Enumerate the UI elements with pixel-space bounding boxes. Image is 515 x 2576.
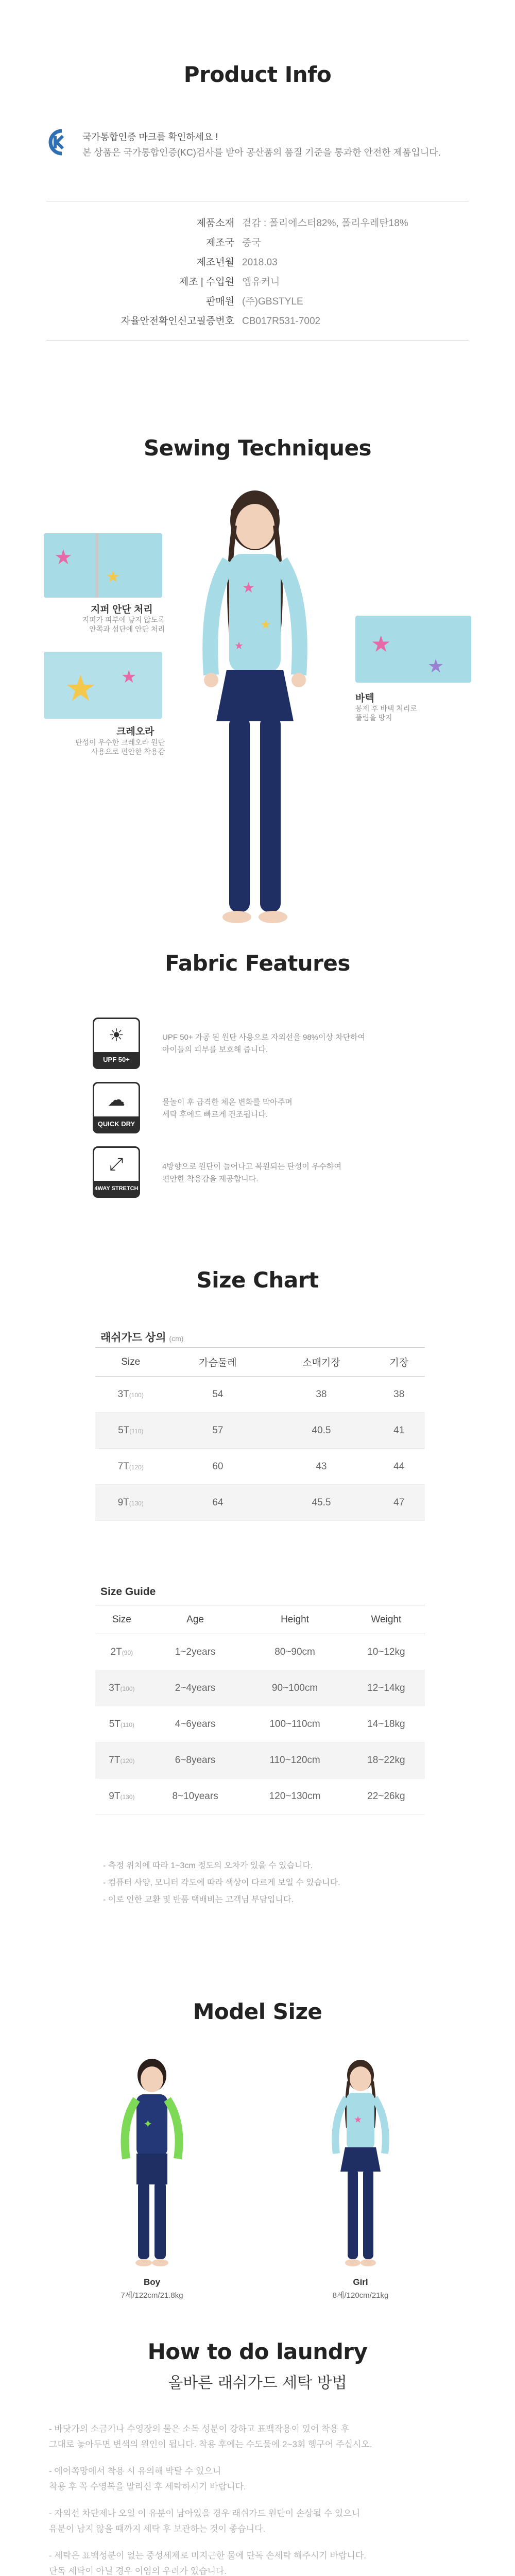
laundry-subtitle: 올바른 래쉬가드 세탁 방법 [168,2374,347,2392]
kc-line-1: 국가통합인증 마크를 확인하세요 ! [82,132,218,142]
table-row: 5T(110) 57 40.5 41 [95,1413,425,1449]
divider [46,340,469,341]
sewing-item-desc: 지퍼가 피부에 닿지 않도록 안쪽과 섬단에 안단 처리 [82,616,165,633]
sewing-item-name: 바텍 [355,693,374,704]
svg-text:★: ★ [354,2114,363,2125]
col-header: Age [148,1605,243,1634]
girl-model-spec: 8세/120cm/21kg [332,2291,389,2300]
col-header: 기장 [373,1348,425,1377]
laundry-item: - 에어쪽망에서 착용 시 유의해 박탈 수 있으니 착용 후 꼭 수영복을 말리신 후 세탁하시기 바랍니다. [49,2466,246,2492]
info-row: 제조국 중국 [205,238,261,248]
zipper-detail-image [44,533,162,598]
table-row: 9T(130) 64 45.5 47 [95,1485,425,1521]
col-header: Size [95,1348,166,1377]
girl-model-image [170,479,340,958]
table-row: 3T(100) 54 38 38 [95,1377,425,1413]
table-row: 5T(110) 4~6years 100~110cm 14~18kg [95,1706,425,1742]
info-row: 제조년월 2018.03 [196,257,278,268]
svg-text:★: ★ [260,618,271,632]
sewing-item-name: 지퍼 안단 처리 [91,604,153,615]
laundry-title: How to do laundry [147,2339,368,2364]
uv-icon: ☀ UPF 50+ [93,1018,140,1069]
info-row: 제품소재 겉감 : 폴리에스터82%, 폴리우레탄18% [196,218,408,229]
col-header: Height [242,1605,347,1634]
model-size-title: Model Size [193,1999,322,2024]
fabric-features-title: Fabric Features [165,951,350,976]
table-row: 7T(120) 6~8years 110~120cm 18~22kg [95,1742,425,1778]
rash-size-table [95,1347,425,1521]
col-header: Size [95,1605,148,1634]
table-row: 9T(130) 8~10years 120~130cm 22~26kg [95,1778,425,1815]
svg-text:✦: ✦ [143,2117,153,2130]
fabric-desc: 물놀이 후 급격한 체온 변화를 막아주며 세탁 후에도 빠르게 건조됩니다. [162,1098,293,1119]
svg-text:★: ★ [54,546,73,569]
col-header: 가슴둘레 [166,1348,269,1377]
svg-text:★: ★ [371,632,391,657]
boy-model-image [108,2056,196,2272]
svg-text:★: ★ [106,567,121,586]
rash-table-caption: 래쉬가드 상의 (cm) [100,1332,184,1344]
laundry-item: - 자외선 차단제나 오일 이 유분이 남아있을 경우 래쉬가드 원단이 손상될 수 있으니 유분이 남지 않을 때까지 세탁 후 보관하는 것이 좋습니다. [49,2509,360,2534]
quick-dry-icon: ☁ QUICK DRY [93,1082,140,1133]
size-guide-table [95,1605,425,1815]
table-row: 7T(120) 60 43 44 [95,1449,425,1485]
bartack-detail-image [355,616,471,683]
product-info-title: Product Info [183,62,332,87]
sewing-techniques-title: Sewing Techniques [143,435,372,461]
sewing-item-desc: 봉제 후 바텍 처리로 풀림을 방지 [355,704,417,722]
size-chart-title: Size Chart [196,1267,319,1293]
svg-text:★: ★ [121,667,137,687]
info-row: 제조 | 수입원 엠유커니 [179,277,280,287]
girl-model-small-image [317,2056,404,2272]
size-guide-caption: Size Guide [100,1586,156,1598]
sewing-item-desc: 탄성이 우수한 크레오라 원단 사용으로 편안한 착용감 [75,738,165,756]
info-row: 판매원 (주)GBSTYLE [205,296,303,307]
boy-model-spec: 7세/122cm/21.8kg [121,2291,183,2300]
boy-model-name: Boy [143,2277,161,2287]
svg-text:★: ★ [64,668,97,708]
laundry-instructions [49,2421,471,2576]
table-row: 3T(100) 2~4years 90~100cm 12~14kg [95,1670,425,1706]
creora-detail-image [44,652,162,719]
laundry-item: - 바닷가의 소금기나 수영장의 물은 소독 성분이 강하고 표백작용이 있어 착용 후 그대로 놓아두면 변색의 원인이 됩니다. 착용 후에는 수도물에 2~3회 헹구어 주십시오. [49,2424,372,2449]
kc-certification-icon [46,128,75,157]
svg-text:★: ★ [234,640,244,652]
size-notes: - 측정 위치에 따라 1~3cm 정도의 오차가 있을 수 있습니다. - 컴퓨터 사양, 모니터 각도에 따라 색상이 다르게 보일 수 있습니다. - 이로 인한 교환 및 반품 택배비는 고객님 부담입니다. [103,1861,340,1904]
svg-text:★: ★ [427,655,444,676]
girl-model-name: Girl [353,2277,368,2287]
sewing-item-name: 크레오라 [116,726,154,737]
col-header: Weight [348,1605,425,1634]
kc-line-2: 본 상품은 국가통합인증(KC)검사를 받아 공산품의 품질 기준을 통과한 안전한 제품입니다. [82,147,441,158]
laundry-item: - 세탁은 표백성분이 없는 중성세제로 미지근한 물에 단독 손세탁 해주시기 바랍니다. 단독 세탁이 아닐 경우 이염의 우려가 있습니다. [49,2551,366,2576]
fabric-desc: 4방향으로 원단이 늘어나고 복원되는 탄성이 우수하여 편안한 착용감을 제공합니다. [162,1162,341,1183]
fabric-desc: UPF 50+ 가공 된 원단 사용으로 자외선을 98%이상 차단하여 아이들의 피부를 보호해 줍니다. [162,1033,366,1054]
col-header: 소매기장 [269,1348,373,1377]
info-row: 자율안전확인신고필증번호 CB017R531-7002 [121,316,321,327]
svg-text:★: ★ [242,580,255,596]
table-row: 2T(90) 1~2years 80~90cm 10~12kg [95,1634,425,1670]
stretch-icon: ⤢ 4WAY STRETCH [93,1146,140,1198]
